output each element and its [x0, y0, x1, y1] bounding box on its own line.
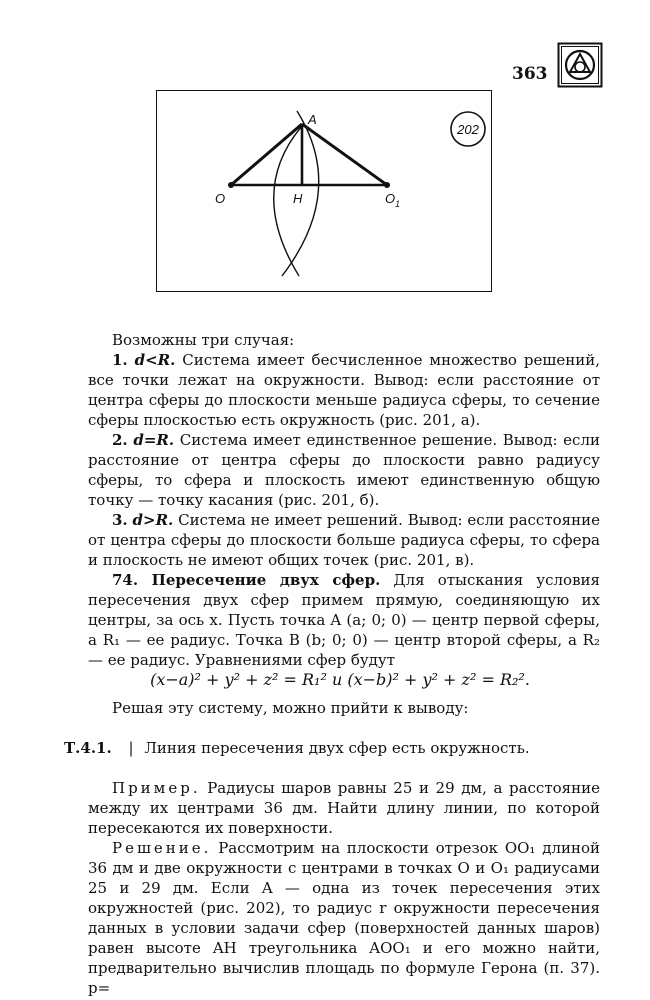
case-1-text: Система имеет бесчисленное множество решений, все точки лежат на окружности. Вывод: если расстояние от центра сферы до плоскости меньше радиуса сферы, то сечение сферы плоскостью есть окружность (рис. 201, а). [88, 351, 600, 429]
case-3 [88, 510, 600, 570]
case-2-condition: d=R. [133, 431, 175, 449]
section-74-paragraph [88, 570, 600, 670]
example-text: Радиусы шаров равны 25 и 29 дм, а расстояние между их центрами 36 дм. Найти длину линии, по которой пересекаются их поверхности. [88, 779, 600, 837]
case-3-condition: d>R. [132, 511, 174, 529]
cases-block [88, 330, 600, 570]
section-logo-icon [557, 42, 603, 88]
theorem-t41: Т.4.1. | Линия пересечения двух сфер есть окружность. [64, 739, 530, 757]
case-2 [88, 430, 600, 510]
point-o1 [384, 182, 390, 188]
case-2-label: 2. [112, 431, 128, 449]
label-a: A [308, 112, 317, 127]
case-3-label: 3. [112, 511, 128, 529]
section-74-text: Для отыскания условия пересечения двух сфер примем прямую, соединяющую их центры, за ось x. Пусть точка A (a; 0; 0) — центр первой сферы, а R₁ — ее радиус. Точка B (b; 0; 0) — центр второй сферы, а R₂ — ее радиус. Уравнениями сфер будут [88, 571, 600, 669]
example-paragraph [88, 778, 600, 838]
figure-202 [156, 90, 492, 292]
case-1-condition: d<R. [134, 351, 176, 369]
case-1-label: 1. [112, 351, 128, 369]
section-74-after [88, 698, 600, 718]
solution-paragraph [88, 838, 600, 998]
cases-intro: Возможны три случая: [112, 331, 295, 349]
page-number: 363 [512, 64, 548, 84]
section-74-conclusion-lead: Решая эту систему, можно прийти к выводу: [112, 699, 469, 717]
case-2-text: Система имеет единственное решение. Вывод: если расстояние от центра сферы до плоскости равно радиусу сферы, то сфера и плоскость имеют единственную общую точку — точку касания (рис. 201, б). [88, 431, 600, 509]
figure-number: 202 [457, 122, 479, 137]
section-74 [88, 570, 600, 670]
theorem-label: Т.4.1. [64, 739, 112, 757]
section-74-heading: 74. Пересечение двух сфер. [112, 571, 381, 589]
solution-label: Решение. [112, 839, 212, 857]
segment-ao1 [302, 124, 387, 185]
segment-oa [231, 124, 302, 185]
solution-text: Рассмотрим на плоскости отрезок OO₁ длиной 36 дм и две окружности с центрами в точках O и O₁ радиусами 25 и 29 дм. Если A — одна из точек пересечения этих окружностей (рис. 202), то радиус r окружности пересечения данных в условии задачи сфер (поверхностей данных шаров) равен высоте AH треугольника AOO₁ и его можно найти, предварительно вычислив площадь по формуле Герона (п. 37). p= [88, 839, 600, 997]
label-o: O [215, 191, 226, 206]
example-label: Пример. [112, 779, 201, 797]
point-o [228, 182, 234, 188]
example-block [88, 778, 600, 998]
label-h: H [293, 191, 303, 206]
theorem-text: Линия пересечения двух сфер есть окружность. [144, 739, 530, 757]
sphere-equations: (x−a)² + y² + z² = R₁² и (x−b)² + y² + z² = R₂². [150, 670, 530, 689]
label-o1-subscript: 1 [395, 199, 401, 209]
case-3-text: Система не имеет решений. Вывод: если расстояние от центра сферы до плоскости больше радиуса сферы, то сфера и плоскость не имеют общих точек (рис. 201, в). [88, 511, 600, 569]
case-1 [88, 350, 600, 430]
label-o1: O [385, 191, 396, 206]
